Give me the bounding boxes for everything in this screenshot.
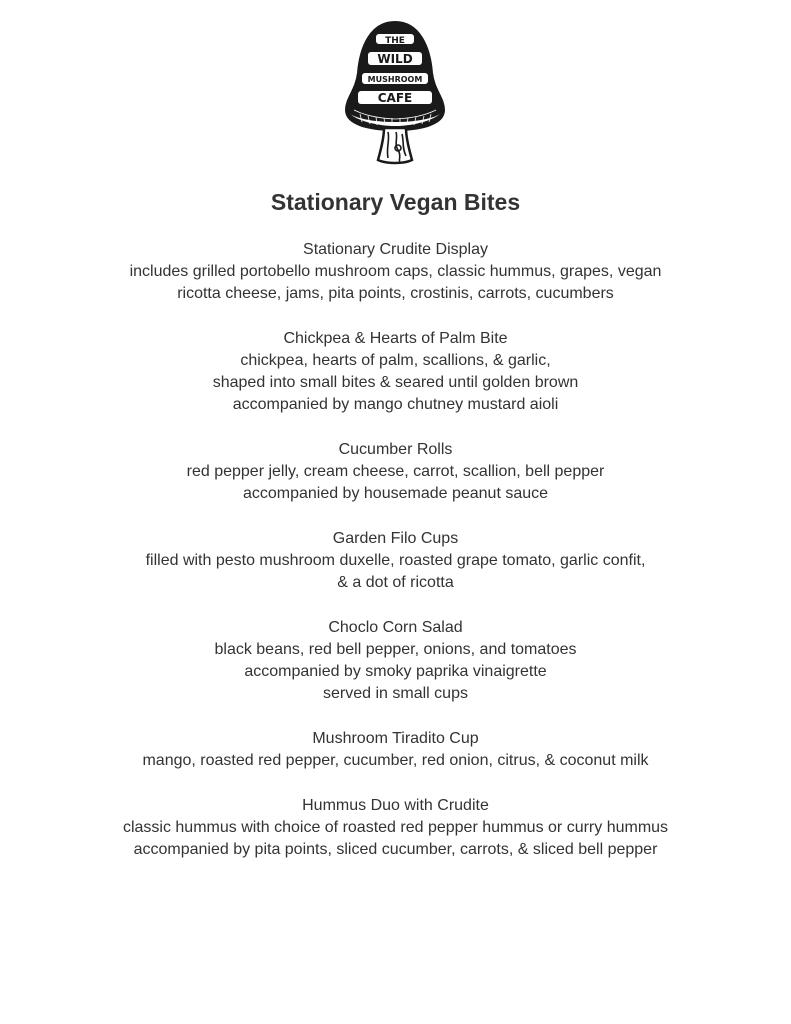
svg-text:CAFE: CAFE bbox=[377, 91, 413, 105]
menu-item bbox=[0, 728, 791, 772]
menu-item bbox=[0, 528, 791, 594]
menu-item bbox=[0, 328, 791, 416]
menu-item-description: accompanied by smoky paprika vinaigrette bbox=[244, 663, 547, 680]
menu-item bbox=[0, 795, 791, 861]
menu-item-description: filled with pesto mushroom duxelle, roasted grape tomato, garlic confit, bbox=[145, 552, 646, 569]
menu-item bbox=[0, 439, 791, 505]
menu-item-description: ricotta cheese, jams, pita points, crostinis, carrots, cucumbers bbox=[177, 285, 614, 302]
menu-item-name: Garden Filo Cups bbox=[332, 530, 459, 547]
svg-text:WILD: WILD bbox=[377, 52, 413, 66]
menu-item-name: Mushroom Tiradito Cup bbox=[312, 730, 479, 747]
menu-list bbox=[0, 239, 791, 884]
menu-item-description: black beans, red bell pepper, onions, and tomatoes bbox=[214, 641, 577, 658]
menu-item-description: shaped into small bites & seared until golden brown bbox=[212, 374, 579, 391]
menu-item-description: red pepper jelly, cream cheese, carrot, scallion, bell pepper bbox=[186, 463, 605, 480]
menu-item-description: chickpea, hearts of palm, scallions, & garlic, bbox=[240, 352, 551, 369]
menu-item-name: Hummus Duo with Crudite bbox=[302, 797, 489, 814]
menu-item-name: Cucumber Rolls bbox=[338, 441, 453, 458]
menu-item-name: Stationary Crudite Display bbox=[303, 241, 488, 258]
menu-item-description: classic hummus with choice of roasted red pepper hummus or curry hummus bbox=[122, 819, 669, 836]
menu-item bbox=[0, 617, 791, 705]
menu-item-description: accompanied by pita points, sliced cucumber, carrots, & sliced bell pepper bbox=[133, 841, 658, 858]
menu-item-description: mango, roasted red pepper, cucumber, red onion, citrus, & coconut milk bbox=[142, 752, 649, 769]
page-title: Stationary Vegan Bites bbox=[270, 189, 521, 215]
svg-text:THE: THE bbox=[385, 36, 405, 46]
menu-item-description: accompanied by mango chutney mustard aioli bbox=[232, 396, 559, 413]
menu-item-description: includes grilled portobello mushroom caps, classic hummus, grapes, vegan bbox=[129, 263, 662, 280]
svg-text:MUSHROOM: MUSHROOM bbox=[367, 75, 423, 84]
menu-item-description: & a dot of ricotta bbox=[337, 574, 454, 591]
menu-item-name: Choclo Corn Salad bbox=[328, 619, 463, 636]
menu-item bbox=[0, 239, 791, 305]
menu-item-name: Chickpea & Hearts of Palm Bite bbox=[283, 330, 508, 347]
menu-item-description: served in small cups bbox=[323, 685, 468, 702]
mushroom-logo-icon bbox=[340, 18, 450, 166]
menu-item-description: accompanied by housemade peanut sauce bbox=[242, 485, 549, 502]
